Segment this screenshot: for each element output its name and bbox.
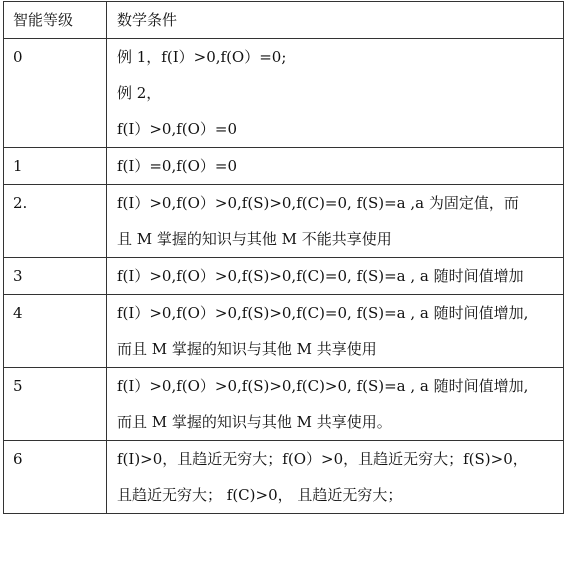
condition-cell (107, 441, 564, 514)
level-cell (4, 258, 107, 295)
level-value: 5 (13, 377, 23, 395)
intelligence-level-table (3, 1, 564, 514)
condition-line: f(I）>0,f(O）>0,f(S)>0,f(C)>0, f(S)=a , a 随时间值增加, (117, 377, 529, 395)
condition-cell (107, 185, 564, 258)
condition-cell (107, 148, 564, 185)
condition-line: 且趋近无穷大； f(C)>0， 且趋近无穷大； (117, 486, 403, 504)
condition-line: 例 1，f(I）>0,f(O）=0; (117, 48, 287, 66)
level-value: 0 (13, 48, 23, 66)
condition-cell (107, 295, 564, 368)
level-value: 3 (13, 267, 23, 285)
condition-line: 而且 M 掌握的知识与其他 M 共享使用。 (117, 413, 392, 431)
table-row (4, 258, 564, 295)
condition-line: 而且 M 掌握的知识与其他 M 共享使用 (117, 340, 377, 358)
level-cell (4, 368, 107, 441)
condition-line: f(I）>0,f(O）>0,f(S)>0,f(C)=0, f(S)=a , a 随时间值增加 (117, 267, 524, 285)
level-cell (4, 295, 107, 368)
level-cell (4, 39, 107, 148)
condition-line: f(I）=0,f(O）=0 (117, 157, 238, 175)
level-cell (4, 185, 107, 258)
header-condition-text: 数学条件 (117, 11, 178, 29)
level-cell (4, 148, 107, 185)
condition-line: f(I)>0，且趋近无穷大；f(O）>0，且趋近无穷大；f(S)>0， (117, 450, 528, 468)
table-row (4, 441, 564, 514)
condition-cell (107, 368, 564, 441)
condition-cell (107, 39, 564, 148)
level-cell (4, 441, 107, 514)
level-value: 6 (13, 450, 23, 468)
condition-cell (107, 258, 564, 295)
level-value: 1 (13, 157, 23, 175)
condition-line: f(I）>0,f(O）>0,f(S)>0,f(C)=0, f(S)=a , a 随时间值增加, (117, 304, 529, 322)
header-condition (107, 2, 564, 39)
intelligence-level-table-container (3, 1, 563, 514)
level-value: 2. (13, 194, 28, 212)
level-value: 4 (13, 304, 23, 322)
table-row (4, 295, 564, 368)
condition-line: f(I）>0,f(O）=0 (117, 120, 238, 138)
table-row (4, 368, 564, 441)
table-row (4, 148, 564, 185)
condition-line: 且 M 掌握的知识与其他 M 不能共享使用 (117, 230, 392, 248)
header-level (4, 2, 107, 39)
condition-line: 例 2， (117, 84, 162, 102)
table-row (4, 39, 564, 148)
condition-line: f(I）>0,f(O）>0,f(S)>0,f(C)=0, f(S)=a ,a 为固定值，而 (117, 194, 519, 212)
header-level-text: 智能等级 (13, 11, 74, 29)
table-header-row (4, 2, 564, 39)
table-row (4, 185, 564, 258)
